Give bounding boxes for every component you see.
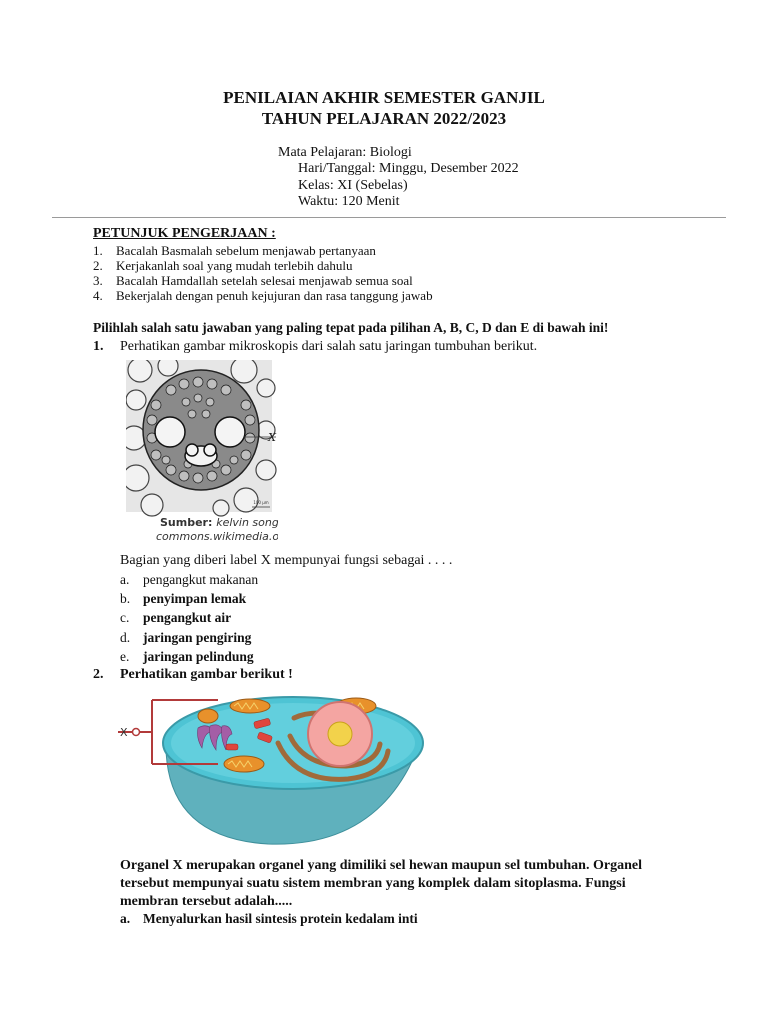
- question-1-option-d[interactable]: d. jaringan pengiring: [120, 630, 252, 645]
- instruction-item: 2. Kerjakanlah soal yang mudah terlebih dahulu: [93, 258, 353, 273]
- animal-cell-diagram: [118, 688, 438, 848]
- question-1-number: 1.: [93, 339, 104, 354]
- cell-label-x: X: [120, 726, 128, 739]
- exam-title-line1: PENILAIAN AKHIR SEMESTER GANJIL: [223, 88, 545, 107]
- scale-bar-label: 100 µm: [253, 500, 269, 505]
- instruction-item: 3. Bacalah Hamdallah setelah selesai menjawab semua soal: [93, 273, 413, 288]
- question-1-option-b[interactable]: b. penyimpan lemak: [120, 591, 247, 606]
- question-2-stem-line3: membran tersebut adalah.....: [120, 894, 293, 909]
- subject-line: Mata Pelajaran: Biologi: [278, 145, 412, 160]
- header-divider: [52, 217, 726, 218]
- figure-source-line1: Sumber: kelvin song,: [160, 516, 278, 529]
- label-x: X: [268, 431, 276, 444]
- question-1-stem: Bagian yang diberi label X mempunyai fungsi sebagai . . . .: [120, 553, 453, 568]
- instructions-heading: PETUNJUK PENGERJAAN :: [93, 226, 276, 241]
- animal-cell-figure: [118, 688, 438, 848]
- question-2-stem-line1: Organel X merupakan organel yang dimiliki sel hewan maupun sel tumbuhan. Organel: [120, 858, 642, 873]
- figure-source-line2: commons.wikimedia.org: [156, 530, 278, 543]
- time-line: Waktu: 120 Menit: [298, 194, 400, 209]
- question-1-option-e[interactable]: e. jaringan pelindung: [120, 649, 254, 664]
- question-2-option-a[interactable]: a. Menyalurkan hasil sintesis protein kedalam inti: [120, 911, 418, 926]
- question-2-stem-line2: tersebut mempunyai suatu sistem membran yang komplek dalam sitoplasma. Fungsi: [120, 876, 626, 891]
- instruction-item: 1. Bacalah Basmalah sebelum menjawab pertanyaan: [93, 243, 376, 258]
- class-line: Kelas: XI (Sebelas): [298, 178, 408, 193]
- micrograph-figure: [126, 360, 278, 545]
- exam-title-line2: TAHUN PELAJARAN 2022/2023: [261, 109, 507, 128]
- question-1-text: Perhatikan gambar mikroskopis dari salah satu jaringan tumbuhan berikut.: [120, 339, 538, 354]
- answer-directive: Pilihlah salah satu jawaban yang paling tepat pada pilihan A, B, C, D dan E di bawah ini!: [93, 320, 609, 335]
- question-1-option-a[interactable]: a. pengangkut makanan: [120, 572, 259, 587]
- question-2-number: 2.: [93, 667, 104, 682]
- question-1-option-c[interactable]: c. pengangkut air: [120, 610, 232, 625]
- date-line: Hari/Tanggal: Minggu, Desember 2022: [298, 161, 519, 176]
- plant-tissue-micrograph: [126, 360, 278, 545]
- instruction-item: 4. Bekerjalah dengan penuh kejujuran dan rasa tanggung jawab: [93, 288, 433, 303]
- question-2-text: Perhatikan gambar berikut !: [120, 667, 293, 682]
